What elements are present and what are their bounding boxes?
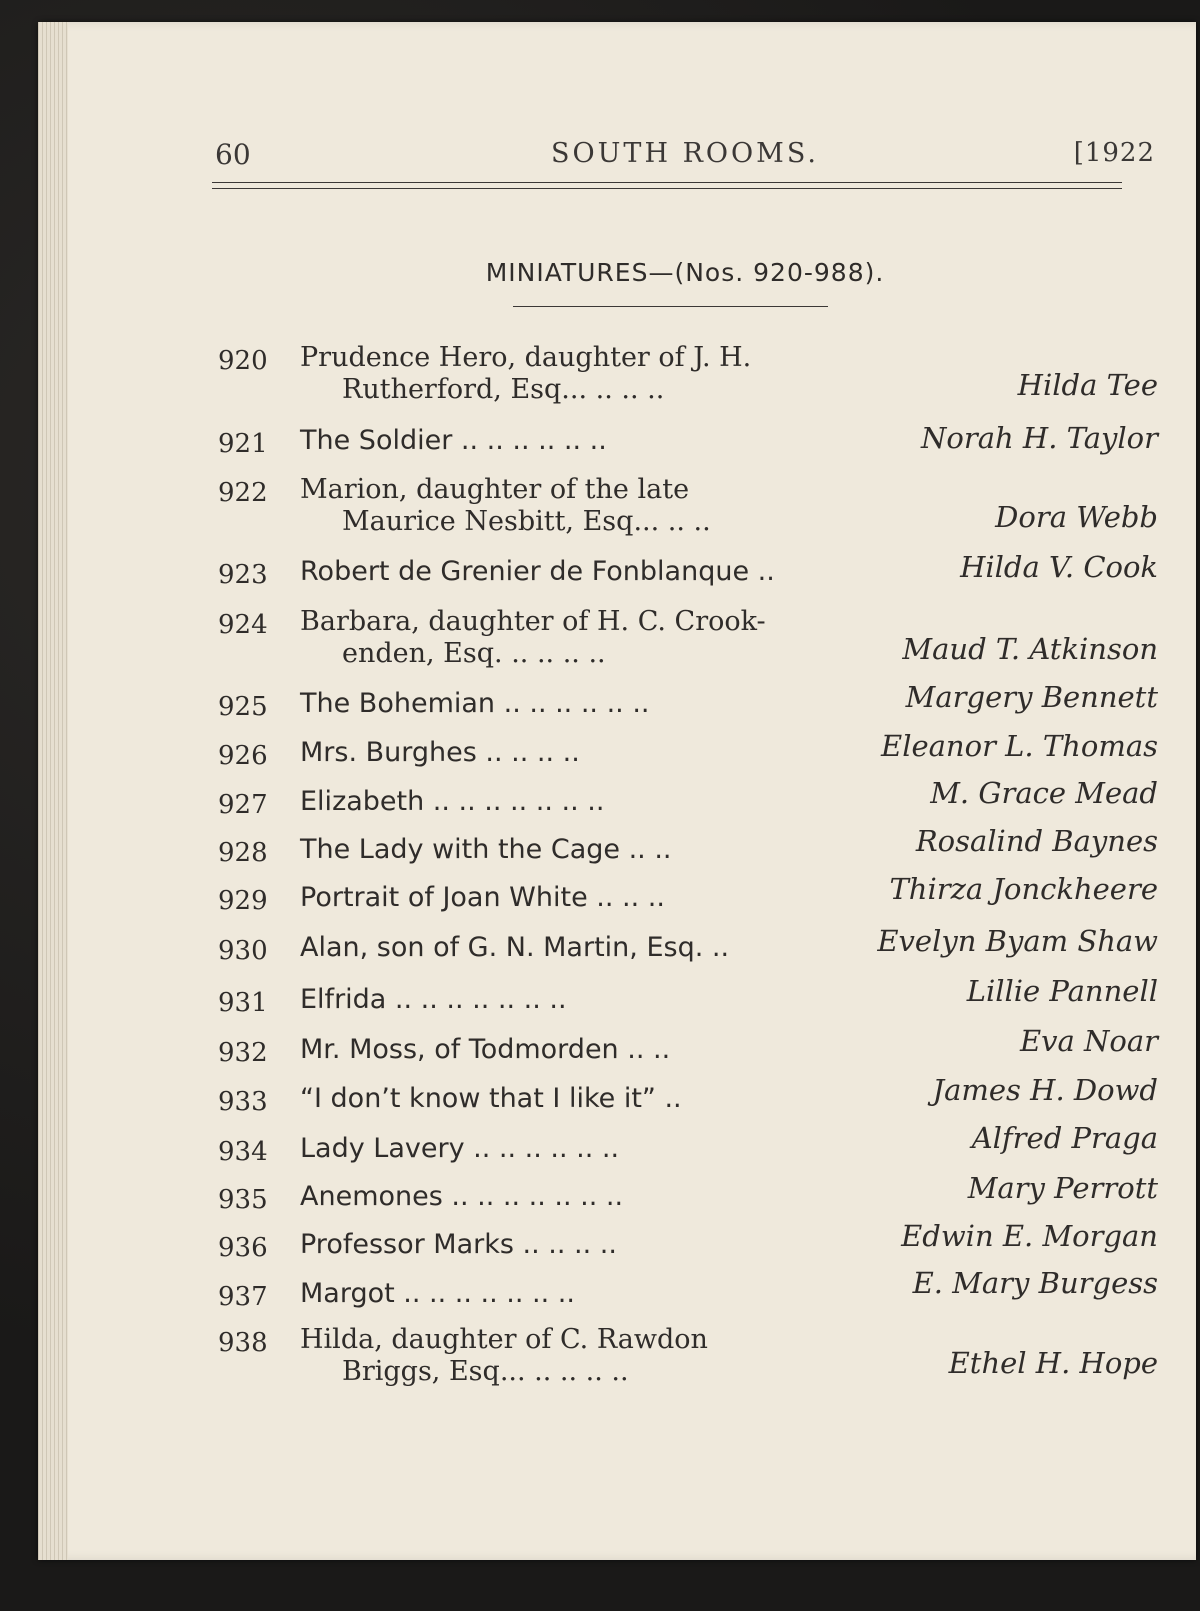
entry-title-line1: Alan, son of G. N. Martin, Esq. .. [300, 932, 730, 963]
entry-title-line1: Mr. Moss, of Todmorden .. .. [300, 1034, 671, 1065]
entry-number: 920 [218, 346, 268, 376]
entry-title [300, 1181, 865, 1213]
entry-title-line1: Marion, daughter of the late [300, 474, 690, 505]
entry-title [300, 1083, 865, 1115]
entry-title-line2: Briggs, Esq... .. .. .. .. [342, 1356, 629, 1387]
entry-number: 937 [218, 1282, 268, 1312]
entry-artist: Evelyn Byam Shaw [877, 924, 1158, 958]
entry-artist: Norah H. Taylor [921, 421, 1158, 455]
entry-number: 938 [218, 1328, 268, 1358]
section-rule [513, 306, 828, 307]
entry-number: 925 [218, 692, 268, 722]
entry-number: 924 [218, 610, 268, 640]
entry-title-line2: Maurice Nesbitt, Esq... .. .. [342, 506, 711, 537]
entry-artist: Eleanor L. Thomas [881, 729, 1158, 763]
entry-number: 935 [218, 1185, 268, 1215]
page-edges [38, 22, 68, 1560]
entry-title [300, 834, 865, 866]
entry-number: 931 [218, 988, 268, 1018]
entry-number: 923 [218, 560, 268, 590]
entry-title-line1: Prudence Hero, daughter of J. H. [300, 342, 752, 373]
entry-artist: E. Mary Burgess [912, 1266, 1158, 1300]
section-title: MINIATURES—(Nos. 920-988). [485, 258, 885, 287]
entry-title [300, 1133, 865, 1165]
entry-artist: Alfred Praga [971, 1121, 1158, 1155]
entry-title [300, 882, 865, 914]
entry-title-line1: Margot .. .. .. .. .. .. .. [300, 1278, 575, 1309]
entry-artist: Eva Noar [1019, 1024, 1158, 1058]
entry-title [300, 737, 865, 769]
entry-artist: Mary Perrott [967, 1171, 1158, 1205]
entry-artist: James H. Dowd [932, 1073, 1158, 1107]
entry-number: 936 [218, 1233, 268, 1263]
entry-title [300, 1278, 865, 1310]
page-header [215, 132, 1155, 172]
entry-title-line2: enden, Esq. .. .. .. .. [342, 638, 606, 669]
running-head: SOUTH ROOMS. [551, 138, 819, 169]
page-number: 60 [215, 138, 251, 171]
entry-number: 929 [218, 886, 268, 916]
entry-artist: Ethel H. Hope [948, 1346, 1158, 1380]
entry-title [300, 1324, 865, 1388]
entry-title-line1: Portrait of Joan White .. .. .. [300, 882, 665, 913]
entry-number: 926 [218, 741, 268, 771]
entry-number: 928 [218, 838, 268, 868]
entry-artist: Lillie Pannell [966, 974, 1158, 1008]
entry-title-line1: Lady Lavery .. .. .. .. .. .. [300, 1133, 620, 1164]
entry-title-line1: Robert de Grenier de Fonblanque .. [300, 556, 775, 587]
entry-artist: Dora Webb [995, 500, 1158, 534]
header-rule-bottom [212, 188, 1122, 189]
entry-number: 933 [218, 1087, 268, 1117]
entry-number: 932 [218, 1038, 268, 1068]
entry-title-line1: The Lady with the Cage .. .. [300, 834, 672, 865]
entry-title [300, 342, 865, 406]
header-rule-top [212, 182, 1122, 183]
year-label: [1922 [1073, 138, 1155, 168]
entry-title-line1: Elizabeth .. .. .. .. .. .. .. [300, 786, 605, 817]
entry-artist: Thirza Jonckheere [889, 872, 1158, 906]
entry-title-line1: The Bohemian .. .. .. .. .. .. [300, 688, 650, 719]
entry-title [300, 474, 865, 538]
entry-number: 930 [218, 936, 268, 966]
entry-title [300, 1229, 865, 1261]
entry-title-line1: “I don’t know that I like it” .. [300, 1083, 682, 1114]
entry-artist: Edwin E. Morgan [901, 1219, 1158, 1253]
entry-title-line1: Barbara, daughter of H. C. Crook- [300, 606, 766, 637]
entry-title-line1: The Soldier .. .. .. .. .. .. [300, 425, 607, 456]
entry-artist: Hilda V. Cook [960, 550, 1158, 584]
entry-number: 927 [218, 790, 268, 820]
entry-title [300, 1034, 865, 1066]
entry-title-line1: Professor Marks .. .. .. .. [300, 1229, 617, 1260]
entry-title [300, 606, 865, 670]
entry-artist: Maud T. Atkinson [902, 632, 1158, 666]
entry-title [300, 932, 865, 964]
entry-title-line1: Anemones .. .. .. .. .. .. .. [300, 1181, 624, 1212]
entry-title-line1: Hilda, daughter of C. Rawdon [300, 1324, 708, 1355]
entry-artist: M. Grace Mead [930, 776, 1158, 810]
entry-title [300, 425, 865, 457]
entry-title-line1: Elfrida .. .. .. .. .. .. .. [300, 984, 567, 1015]
entry-title [300, 556, 865, 588]
entry-number: 921 [218, 429, 268, 459]
entry-artist: Rosalind Baynes [915, 824, 1158, 858]
entry-number: 922 [218, 478, 268, 508]
entry-artist: Hilda Tee [1017, 368, 1158, 402]
entry-title [300, 984, 865, 1016]
entry-title-line2: Rutherford, Esq... .. .. .. [342, 374, 665, 405]
entry-title [300, 688, 865, 720]
entry-artist: Margery Bennett [905, 680, 1158, 714]
entry-title-line1: Mrs. Burghes .. .. .. .. [300, 737, 580, 768]
entry-number: 934 [218, 1137, 268, 1167]
entry-title [300, 786, 865, 818]
